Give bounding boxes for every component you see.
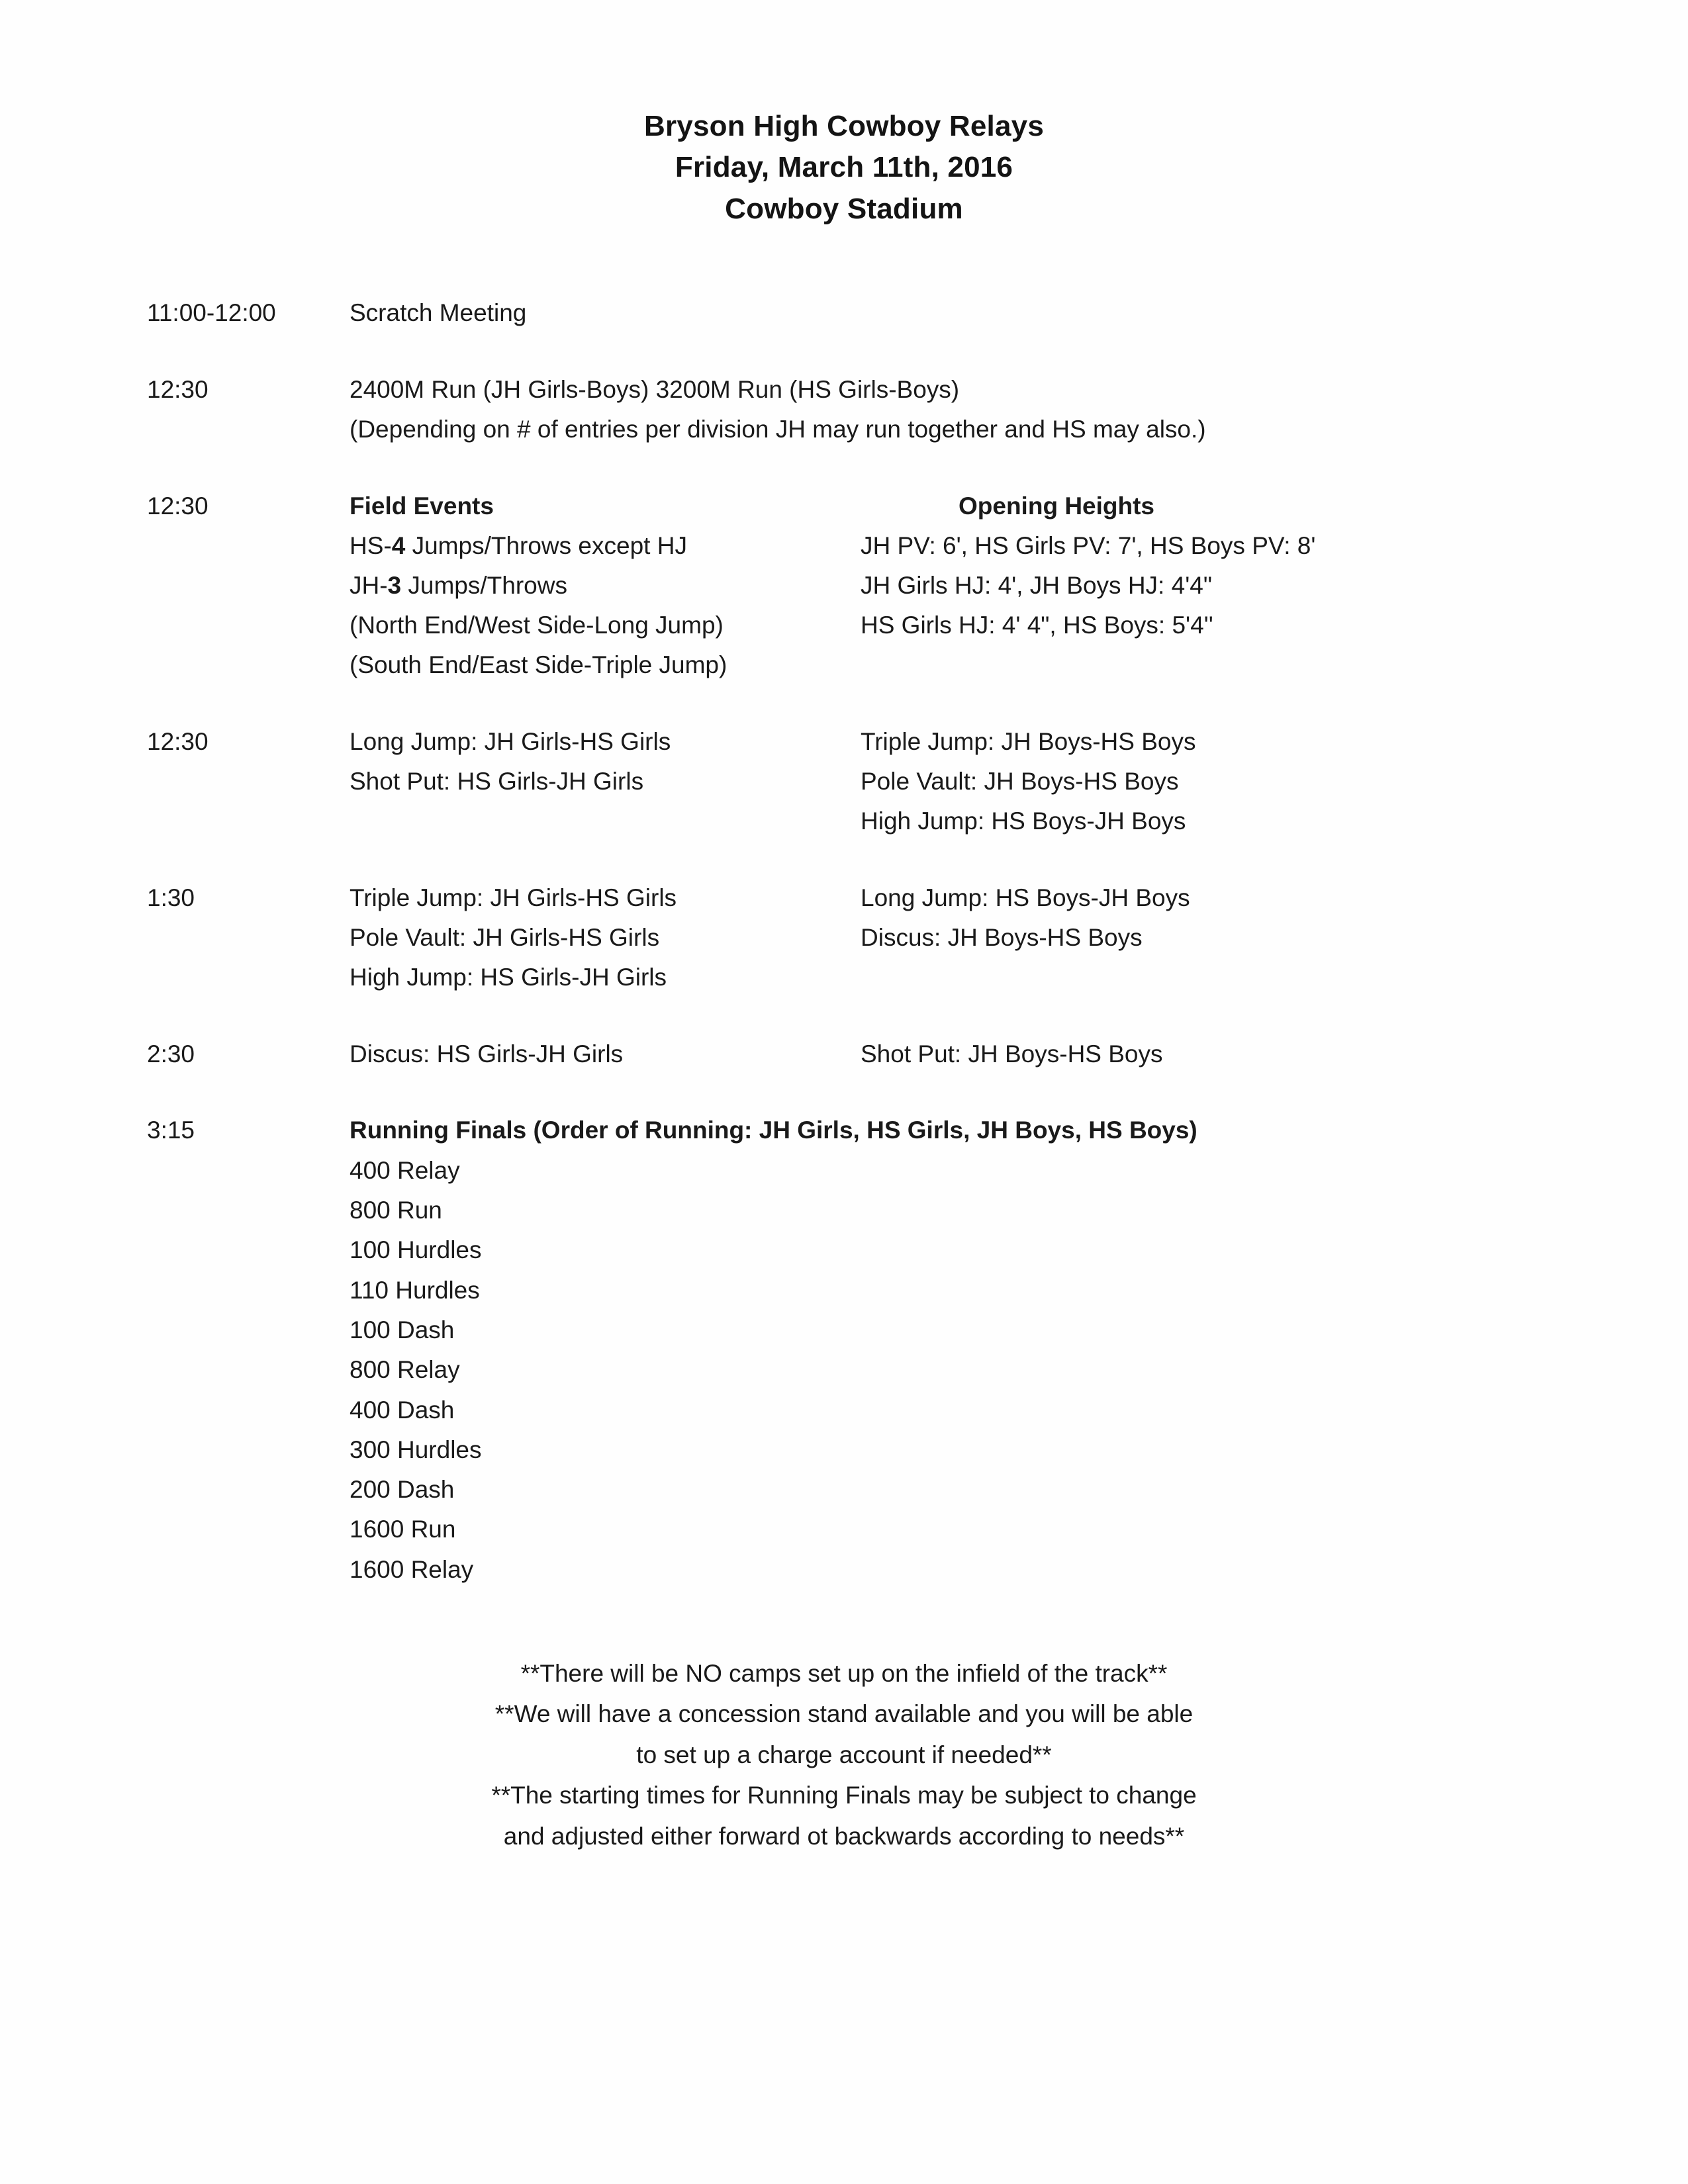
field-events-heading: Field Events bbox=[350, 492, 494, 520]
schedule-time: 12:30 bbox=[147, 492, 209, 520]
field-events-header-right bbox=[861, 486, 1589, 526]
schedule-time: 11:00-12:00 bbox=[147, 299, 276, 327]
schedule-block-field-events bbox=[147, 486, 1589, 685]
schedule-left-column bbox=[350, 878, 861, 997]
schedule-entry: Scratch Meeting bbox=[350, 299, 527, 327]
schedule-body bbox=[350, 722, 1589, 841]
schedule-left-column bbox=[350, 293, 861, 333]
schedule-block-distance-runs bbox=[147, 370, 1589, 449]
opening-heights-hs-high-jump: HS Girls HJ: 4' 4", HS Boys: 5'4'' bbox=[861, 612, 1213, 639]
schedule-entry-long-jump: Long Jump: HS Boys-JH Boys bbox=[861, 884, 1190, 911]
schedule-block-running-finals bbox=[147, 1111, 1589, 1590]
field-events-header-row bbox=[350, 486, 1589, 526]
footer-notes bbox=[0, 1653, 1688, 1856]
schedule-row bbox=[350, 878, 1589, 997]
schedule-note: (Depending on # of entries per division JH may run together and HS may also.) bbox=[350, 416, 1206, 443]
running-final-event: 400 Relay bbox=[350, 1156, 460, 1184]
schedule-body bbox=[350, 293, 1589, 333]
schedule-block-scratch-meeting bbox=[147, 293, 1589, 333]
footer-note-line: **We will have a concession stand available and you will be able bbox=[494, 1700, 1194, 1728]
schedule-entry-discus: Discus: HS Girls-JH Girls bbox=[350, 1040, 624, 1068]
footer-note-line: to set up a charge account if needed** bbox=[636, 1741, 1052, 1768]
running-final-event: 100 Dash bbox=[350, 1316, 455, 1343]
schedule-entry-triple-jump: Triple Jump: JH Girls-HS Girls bbox=[350, 884, 677, 911]
footer-note-line: and adjusted either forward ot backwards according to needs** bbox=[503, 1822, 1185, 1850]
running-final-event: 800 Run bbox=[350, 1197, 442, 1224]
field-events-content-row bbox=[350, 526, 1589, 685]
running-final-event: 200 Dash bbox=[350, 1476, 455, 1504]
running-finals-body bbox=[350, 1111, 1589, 1590]
running-final-event: 1600 Run bbox=[350, 1516, 456, 1543]
schedule-entry-long-jump: Long Jump: JH Girls-HS Girls bbox=[350, 727, 671, 755]
field-events-entry-south: (South End/East Side-Triple Jump) bbox=[350, 651, 727, 678]
page-title-line-2: Friday, March 11th, 2016 bbox=[675, 151, 1013, 184]
schedule-body bbox=[350, 370, 1589, 449]
opening-heights-column bbox=[861, 526, 1589, 645]
schedule-time: 1:30 bbox=[147, 884, 195, 911]
schedule-body bbox=[350, 486, 1589, 685]
schedule-body bbox=[350, 1034, 1589, 1074]
page-title-line-3: Cowboy Stadium bbox=[725, 192, 963, 225]
field-events-entry-north: (North End/West Side-Long Jump) bbox=[350, 612, 724, 639]
field-events-left-column bbox=[350, 526, 861, 685]
field-events-header-left bbox=[350, 486, 861, 526]
footer-note-line: **The starting times for Running Finals may be subject to change bbox=[491, 1782, 1197, 1809]
page-title-line-1: Bryson High Cowboy Relays bbox=[643, 110, 1044, 142]
running-final-event: 110 Hurdles bbox=[350, 1276, 480, 1304]
field-events-entry-hs: HS-4 Jumps/Throws except HJ bbox=[350, 532, 687, 560]
schedule-row bbox=[350, 722, 1589, 841]
schedule-time: 2:30 bbox=[147, 1040, 195, 1068]
schedule-block-130-rotation bbox=[147, 878, 1589, 997]
opening-heights-heading: Opening Heights bbox=[959, 492, 1154, 520]
schedule-row bbox=[350, 293, 1589, 333]
schedule-right-column bbox=[861, 1034, 1589, 1074]
running-final-event: 1600 Relay bbox=[350, 1555, 474, 1583]
schedule-block-1230-rotation bbox=[147, 722, 1589, 841]
schedule-row bbox=[350, 1034, 1589, 1074]
schedule-entry-discus: Discus: JH Boys-HS Boys bbox=[861, 923, 1143, 951]
opening-heights-pole-vault: JH PV: 6', HS Girls PV: 7', HS Boys PV: 8' bbox=[861, 532, 1316, 560]
document-header bbox=[0, 0, 1688, 230]
schedule-entry-high-jump: High Jump: HS Boys-JH Boys bbox=[861, 807, 1186, 835]
schedule-time: 12:30 bbox=[147, 727, 209, 755]
footer-note-line: **There will be NO camps set up on the infield of the track** bbox=[520, 1660, 1168, 1688]
schedule-left-column bbox=[350, 722, 861, 801]
schedule-body bbox=[350, 878, 1589, 997]
schedule-entry-shot-put: Shot Put: HS Girls-JH Girls bbox=[350, 767, 644, 795]
running-final-event: 400 Dash bbox=[350, 1396, 455, 1424]
running-final-event: 100 Hurdles bbox=[350, 1236, 482, 1264]
schedule-entry-pole-vault: Pole Vault: JH Boys-HS Boys bbox=[861, 767, 1179, 795]
schedule-entry-high-jump: High Jump: HS Girls-JH Girls bbox=[350, 963, 667, 991]
field-events-entry-jh: JH-3 Jumps/Throws bbox=[350, 572, 567, 600]
running-finals-heading: Running Finals (Order of Running: JH Girls, HS Girls, JH Boys, HS Boys) bbox=[350, 1116, 1197, 1144]
schedule-entry-shot-put: Shot Put: JH Boys-HS Boys bbox=[861, 1040, 1163, 1068]
running-final-event: 800 Relay bbox=[350, 1356, 460, 1384]
schedule-list bbox=[0, 293, 1688, 1590]
schedule-left-column bbox=[350, 1034, 861, 1074]
schedule-entry-pole-vault: Pole Vault: JH Girls-HS Girls bbox=[350, 923, 660, 951]
schedule-entry: 2400M Run (JH Girls-Boys) 3200M Run (HS Girls-Boys) bbox=[350, 376, 960, 404]
schedule-block-230-rotation bbox=[147, 1034, 1589, 1074]
schedule-entry-triple-jump: Triple Jump: JH Boys-HS Boys bbox=[861, 727, 1196, 755]
schedule-right-column bbox=[861, 722, 1589, 841]
schedule-time: 12:30 bbox=[147, 376, 209, 404]
schedule-right-column bbox=[861, 878, 1589, 958]
schedule-time: 3:15 bbox=[147, 1116, 195, 1144]
running-final-event: 300 Hurdles bbox=[350, 1435, 482, 1463]
opening-heights-jh-high-jump: JH Girls HJ: 4', JH Boys HJ: 4'4" bbox=[861, 572, 1212, 600]
